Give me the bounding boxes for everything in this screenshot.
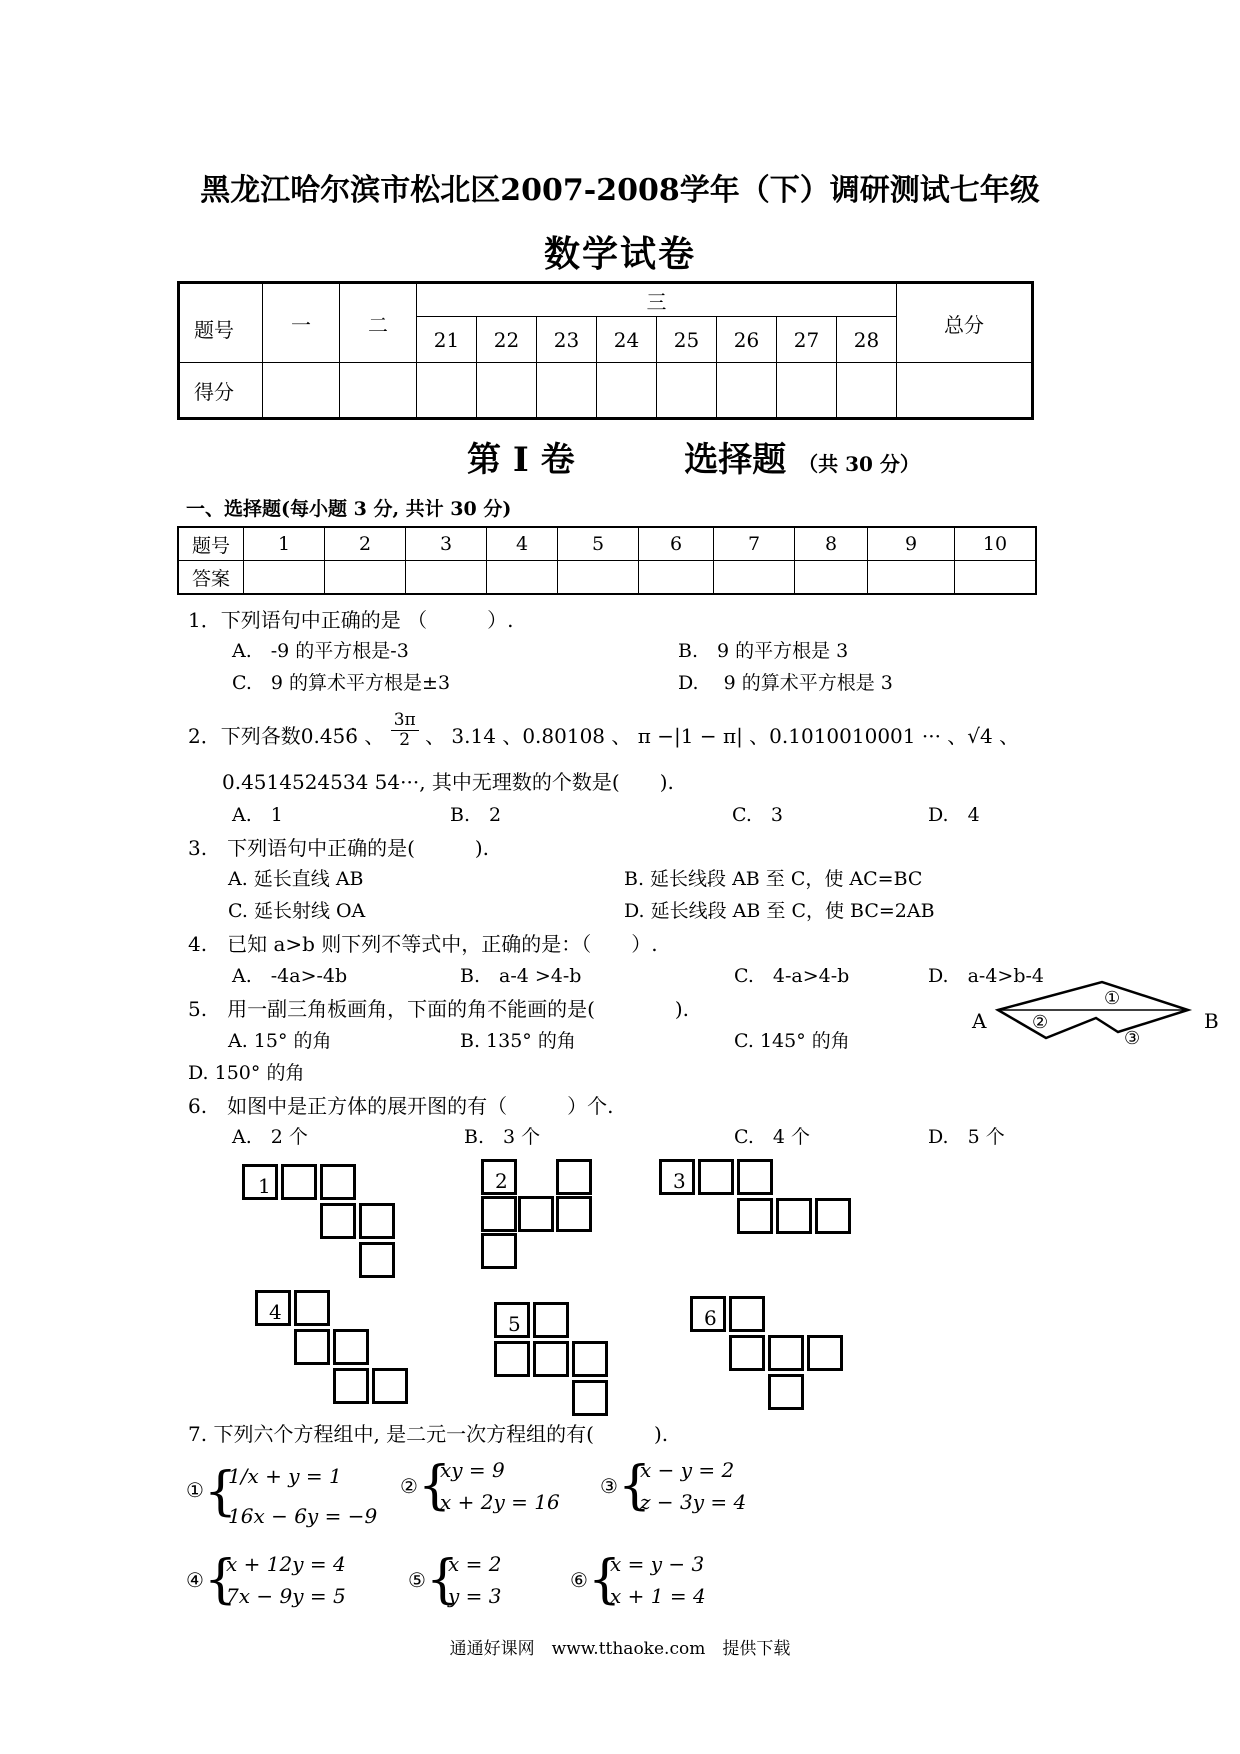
q5-option-b[interactable]: B. 135° 的角 [460, 1030, 576, 1052]
score-cell[interactable] [657, 363, 717, 419]
net-square [518, 1196, 554, 1232]
brace-icon: { [204, 1462, 238, 1522]
q2-option-d[interactable]: D. 4 [928, 804, 980, 826]
q1-option-b[interactable]: B. 9 的平方根是 3 [678, 640, 849, 662]
answer-label-question: 题号 [178, 527, 244, 561]
q3-option-c[interactable]: C. 延长射线 OA [228, 900, 366, 922]
answer-num: 10 [955, 527, 1037, 561]
net-square [556, 1159, 592, 1195]
system-line-1: xy = 9 [440, 1458, 505, 1482]
brace-icon: { [418, 1456, 452, 1516]
net-square [481, 1196, 517, 1232]
score-cell[interactable] [340, 363, 417, 419]
score-cell[interactable] [537, 363, 597, 419]
system-line-2: x + 2y = 16 [440, 1490, 560, 1514]
exam-subtitle: 数学试卷 [543, 233, 696, 275]
answer-num: 8 [795, 527, 868, 561]
q5-mark-1: ① [1104, 988, 1121, 1009]
score-cell[interactable] [417, 363, 477, 419]
volume-name: 选择题 [684, 440, 787, 480]
answer-num: 2 [325, 527, 406, 561]
system-mark: ③ [600, 1474, 618, 1498]
q6-option-a[interactable]: A. 2 个 [232, 1126, 308, 1148]
score-sub: 27 [777, 317, 837, 363]
exam-title: 黑龙江哈尔滨市松北区2007-2008学年（下）调研测试七年级 [200, 173, 1040, 208]
q2-option-a[interactable]: A. 1 [232, 804, 283, 826]
net-square [572, 1341, 608, 1377]
q2-fraction [391, 711, 419, 750]
answer-cell[interactable] [244, 561, 325, 595]
net-square [572, 1380, 608, 1416]
q6-option-c[interactable]: C. 4 个 [734, 1126, 811, 1148]
brace-icon: { [426, 1550, 460, 1610]
net-square [533, 1302, 569, 1338]
net-label: 2 [495, 1169, 508, 1193]
q2-frac-den: 2 [399, 730, 411, 750]
net-square [815, 1198, 851, 1234]
q4-stem: 4. 已知 a>b 则下列不等式中，正确的是：（ ）. [188, 932, 658, 956]
net-square [556, 1196, 592, 1232]
q6-stem: 6. 如图中是正方体的展开图的有（ ）个. [188, 1094, 614, 1118]
q4-option-c[interactable]: C. 4-a>4-b [734, 965, 850, 987]
q5-stem: 5. 用一副三角板画角，下面的角不能画的是( ). [188, 997, 690, 1021]
system-line-2: z − 3y = 4 [640, 1490, 747, 1514]
answer-num: 1 [244, 527, 325, 561]
score-cell[interactable] [717, 363, 777, 419]
answer-num: 9 [868, 527, 955, 561]
answer-cell[interactable] [406, 561, 487, 595]
net-square [729, 1335, 765, 1371]
net-label: 3 [673, 1169, 686, 1193]
net-label: 1 [258, 1174, 271, 1198]
score-sub: 23 [537, 317, 597, 363]
q5-mark-2: ② [1032, 1012, 1049, 1033]
q2-rest: 、 3.14 、0.80108 、 π −|1 − π| 、0.1010010001 ··· 、√4 、 [425, 724, 1020, 748]
system-4[interactable] [186, 1552, 366, 1622]
net-square [807, 1335, 843, 1371]
answer-cell[interactable] [868, 561, 955, 595]
system-6[interactable] [570, 1552, 750, 1622]
answer-cell[interactable] [325, 561, 406, 595]
system-mark: ④ [186, 1568, 204, 1592]
answer-num: 5 [558, 527, 639, 561]
q2-frac-num: 3π [391, 711, 419, 731]
answer-num: 7 [714, 527, 795, 561]
volume-heading [467, 432, 920, 481]
answer-num: 3 [406, 527, 487, 561]
system-line-1: x − y = 2 [640, 1458, 735, 1482]
q1-option-c[interactable]: C. 9 的算术平方根是±3 [232, 672, 451, 694]
q1-option-a[interactable]: A. -9 的平方根是-3 [232, 640, 409, 662]
net-square [359, 1203, 395, 1239]
q1-option-d[interactable]: D. 9 的算术平方根是 3 [678, 672, 893, 694]
q4-option-a[interactable]: A. -4a>-4b [232, 965, 348, 987]
q2-option-c[interactable]: C. 3 [732, 804, 783, 826]
system-line-1: x = 2 [448, 1552, 502, 1576]
system-mark: ⑥ [570, 1568, 588, 1592]
system-line-1: x = y − 3 [610, 1552, 705, 1576]
net-square [533, 1341, 569, 1377]
answer-cell[interactable] [558, 561, 639, 595]
page-footer: 通通好课网 www.tthaoke.com 提供下载 [449, 1639, 791, 1659]
system-line-2: y = 3 [448, 1584, 502, 1608]
net-square [294, 1329, 330, 1365]
system-line-2: 16x − 6y = −9 [228, 1504, 378, 1528]
score-sub: 22 [477, 317, 537, 363]
score-sub: 25 [657, 317, 717, 363]
answer-num: 4 [487, 527, 558, 561]
net-square [737, 1198, 773, 1234]
q3-stem: 3. 下列语句中正确的是( ). [188, 836, 490, 860]
net-square [359, 1242, 395, 1278]
score-cell[interactable] [597, 363, 657, 419]
q2-line2: 0.4514524534 54···, 其中无理数的个数是( ). [222, 770, 674, 794]
score-cell[interactable] [897, 363, 1033, 419]
q5-label-b: B [1204, 1009, 1219, 1033]
q5-option-c[interactable]: C. 145° 的角 [734, 1030, 850, 1052]
q5-option-d[interactable]: D. 150° 的角 [188, 1062, 305, 1084]
answer-table [177, 526, 1037, 595]
score-sub: 28 [837, 317, 897, 363]
q5-option-a[interactable]: A. 15° 的角 [228, 1030, 332, 1052]
net-label: 5 [508, 1312, 521, 1336]
score-cell[interactable] [477, 363, 537, 419]
net-square [768, 1374, 804, 1410]
q2-nums: 0.45̇6̇ 、 [300, 724, 385, 748]
volume-note: （共 30 分） [798, 452, 920, 476]
net-square [320, 1164, 356, 1200]
system-mark: ① [186, 1478, 204, 1502]
brace-icon: { [588, 1550, 622, 1610]
q5-mark-3: ③ [1124, 1028, 1141, 1049]
answer-cell[interactable] [639, 561, 714, 595]
q6-option-b[interactable]: B. 3 个 [464, 1126, 541, 1148]
score-sub: 26 [717, 317, 777, 363]
q7-stem: 7. 下列六个方程组中, 是二元一次方程组的有( ). [188, 1422, 669, 1446]
score-label-score: 得分 [179, 363, 263, 419]
net-square [281, 1164, 317, 1200]
score-sub: 24 [597, 317, 657, 363]
q3-option-a[interactable]: A. 延长直线 AB [228, 868, 364, 890]
q1-stem: 1．下列语句中正确的是 （ ）. [188, 608, 514, 632]
q3-option-d[interactable]: D. 延长线段 AB 至 C，使 BC=2AB [624, 900, 935, 922]
net-square [481, 1233, 517, 1269]
answer-cell[interactable] [487, 561, 558, 595]
net-square [320, 1203, 356, 1239]
score-col-total: 总分 [897, 283, 1033, 363]
q4-option-d[interactable]: D. a-4>b-4 [928, 965, 1045, 987]
volume-title: 第 I 卷 [467, 440, 575, 480]
net-square [294, 1290, 330, 1326]
q3-option-b[interactable]: B. 延长线段 AB 至 C，使 AC=BC [624, 868, 923, 890]
score-col-1: 一 [263, 283, 340, 363]
score-col-3: 三 [417, 283, 897, 317]
system-3[interactable] [600, 1458, 780, 1528]
q2-stem [188, 710, 1020, 750]
q6-option-d[interactable]: D. 5 个 [928, 1126, 1005, 1148]
system-1[interactable] [186, 1458, 386, 1538]
q5-label-a: A [972, 1009, 987, 1033]
score-table [177, 281, 1034, 420]
q2-option-b[interactable]: B. 2 [450, 804, 502, 826]
net-square [768, 1335, 804, 1371]
score-col-2: 二 [340, 283, 417, 363]
section-heading: 一、选择题(每小题 3 分, 共计 30 分) [186, 498, 512, 520]
net-square [729, 1296, 765, 1332]
answer-cell[interactable] [714, 561, 795, 595]
net-square [333, 1329, 369, 1365]
score-sub: 21 [417, 317, 477, 363]
system-2[interactable] [400, 1458, 580, 1528]
net-square [698, 1159, 734, 1195]
system-5[interactable] [408, 1552, 548, 1622]
system-line-1: x + 12y = 4 [226, 1552, 346, 1576]
net-square [737, 1159, 773, 1195]
net-label: 4 [269, 1300, 282, 1324]
net-square [776, 1198, 812, 1234]
q4-option-b[interactable]: B. a-4 >4-b [460, 965, 582, 987]
system-line-1: 1/x + y = 1 [228, 1464, 342, 1488]
q2-stem-a: 2．下列各数 [188, 724, 301, 748]
score-label-question: 题号 [179, 283, 263, 363]
brace-icon: { [204, 1550, 238, 1610]
answer-cell[interactable] [955, 561, 1037, 595]
brace-icon: { [618, 1456, 652, 1516]
system-line-2: x + 1 = 4 [610, 1584, 706, 1608]
system-mark: ② [400, 1474, 418, 1498]
q5-angle-figure [968, 976, 1224, 1056]
answer-num: 6 [639, 527, 714, 561]
score-cell[interactable] [263, 363, 340, 419]
answer-label-answer: 答案 [178, 561, 244, 595]
net-square [494, 1341, 530, 1377]
score-cell[interactable] [777, 363, 837, 419]
answer-cell[interactable] [795, 561, 868, 595]
system-mark: ⑤ [408, 1568, 426, 1592]
net-square [372, 1368, 408, 1404]
net-label: 6 [704, 1306, 717, 1330]
score-cell[interactable] [837, 363, 897, 419]
system-line-2: 7x − 9y = 5 [226, 1584, 346, 1608]
net-square [333, 1368, 369, 1404]
